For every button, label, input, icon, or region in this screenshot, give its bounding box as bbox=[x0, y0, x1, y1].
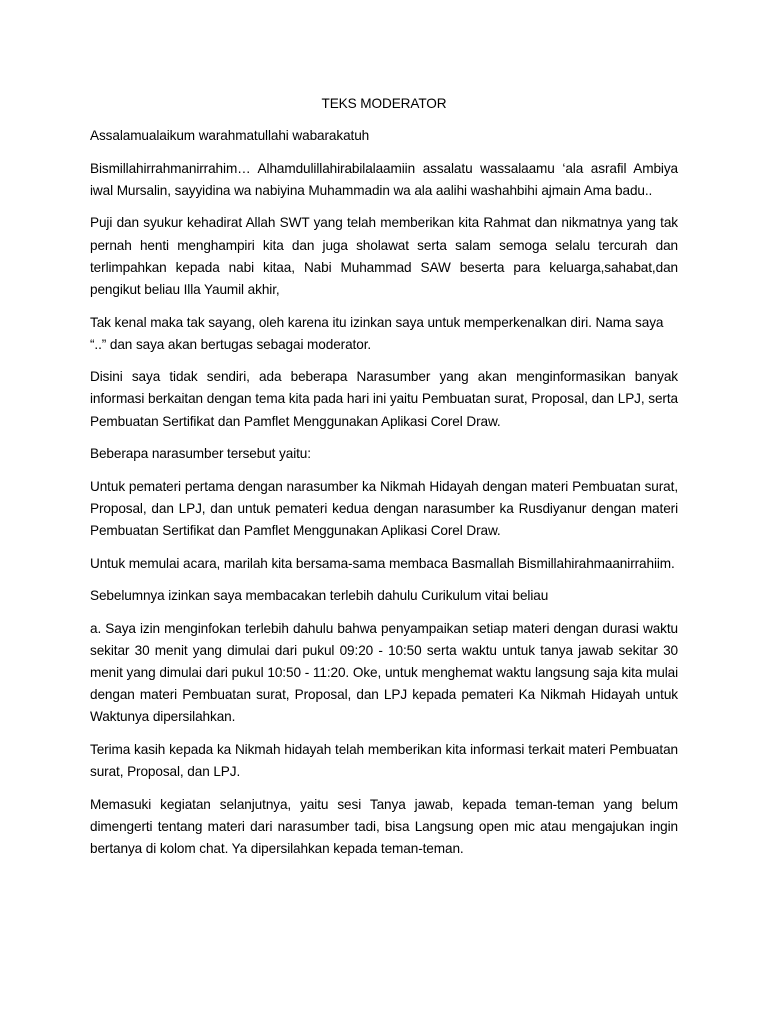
opening-prayer-paragraph: Bismillahirrahmanirrahim… Alhamdulillahirabilalaamiin assalatu wassalaamu ‘ala asrafil Ambiya iwal Mursalin, sayyidina wa nabiyina Muhammadin wa ala aalihi washahbihi ajmain Ama badu.. bbox=[90, 160, 678, 198]
speakers-list-paragraph: Untuk pemateri pertama dengan narasumber ka Nikmah Hidayah dengan materi Pembuatan surat, Proposal, dan LPJ, dan untuk pemateri kedua dengan narasumber ka Rusdiyanur dengan materi Pembuatan Sertifikat dan Pamflet Menggunakan Aplikasi Corel Draw. bbox=[90, 478, 678, 539]
schedule-paragraph: a. Saya izin menginfokan terlebih dahulu bahwa penyampaikan setiap materi dengan durasi waktu sekitar 30 menit yang dimulai dari pukul 09:20 - 10:50 serta waktu untuk tanya jawab sekitar 30 menit yang dimulai dari pukul 10:50 - 11:20. Oke, untuk menghemat waktu langsung saja kita mulai dengan materi Pembuatan surat, Proposal, dan LPJ kepada pemateri Ka Nikmah Hidayah untuk Waktunya dipersilahkan. bbox=[90, 620, 678, 725]
greeting-paragraph: Assalamualaikum warahmatullahi wabarakatuh bbox=[90, 128, 370, 144]
document-title: TEKS MODERATOR bbox=[321, 96, 447, 111]
document-page bbox=[90, 93, 678, 870]
speakers-overview-paragraph: Disini saya tidak sendiri, ada beberapa Narasumber yang akan menginformasikan banyak informasi berkaitan dengan tema kita pada hari ini yaitu Pembuatan surat, Proposal, dan LPJ, serta Pembuatan Sertifikat dan Pamflet Menggunakan Aplikasi Corel Draw. bbox=[90, 369, 678, 429]
qa-session-paragraph: Memasuki kegiatan selanjutnya, yaitu sesi Tanya jawab, kepada teman-teman yang belum dimengerti tentang materi dari narasumber tadi, bisa Langsung open mic atau mengajukan ingin bertanya di kolom chat. Ya dipersilahkan kepada teman-teman. bbox=[90, 796, 678, 856]
curriculum-vitae-paragraph: Sebelumnya izinkan saya membacakan terlebih dahulu Curikulum vitai beliau bbox=[90, 588, 549, 604]
introduction-paragraph: Tak kenal maka tak sayang, oleh karena itu izinkan saya untuk memperkenalkan diri. Nama saya “..” dan saya akan bertugas sebagai moderator. bbox=[90, 314, 664, 352]
gratitude-paragraph: Puji dan syukur kehadirat Allah SWT yang telah memberikan kita Rahmat dan nikmatnya yang tak pernah henti menghampiri kita dan juga sholawat serta salam semoga selalu tercurah dan terlimpahkan kepada nabi kitaa, Nabi Muhammad SAW beserta para keluarga,sahabat,dan pengikut beliau Illa Yaumil akhir, bbox=[90, 215, 678, 298]
thanks-paragraph: Terima kasih kepada ka Nikmah hidayah telah memberikan kita informasi terkait materi Pembuatan surat, Proposal, dan LPJ. bbox=[90, 741, 678, 780]
basmallah-paragraph: Untuk memulai acara, marilah kita bersama-sama membaca Basmallah Bismillahirahmaanirrahiim. bbox=[90, 555, 675, 571]
speakers-heading-paragraph: Beberapa narasumber tersebut yaitu: bbox=[90, 446, 311, 462]
